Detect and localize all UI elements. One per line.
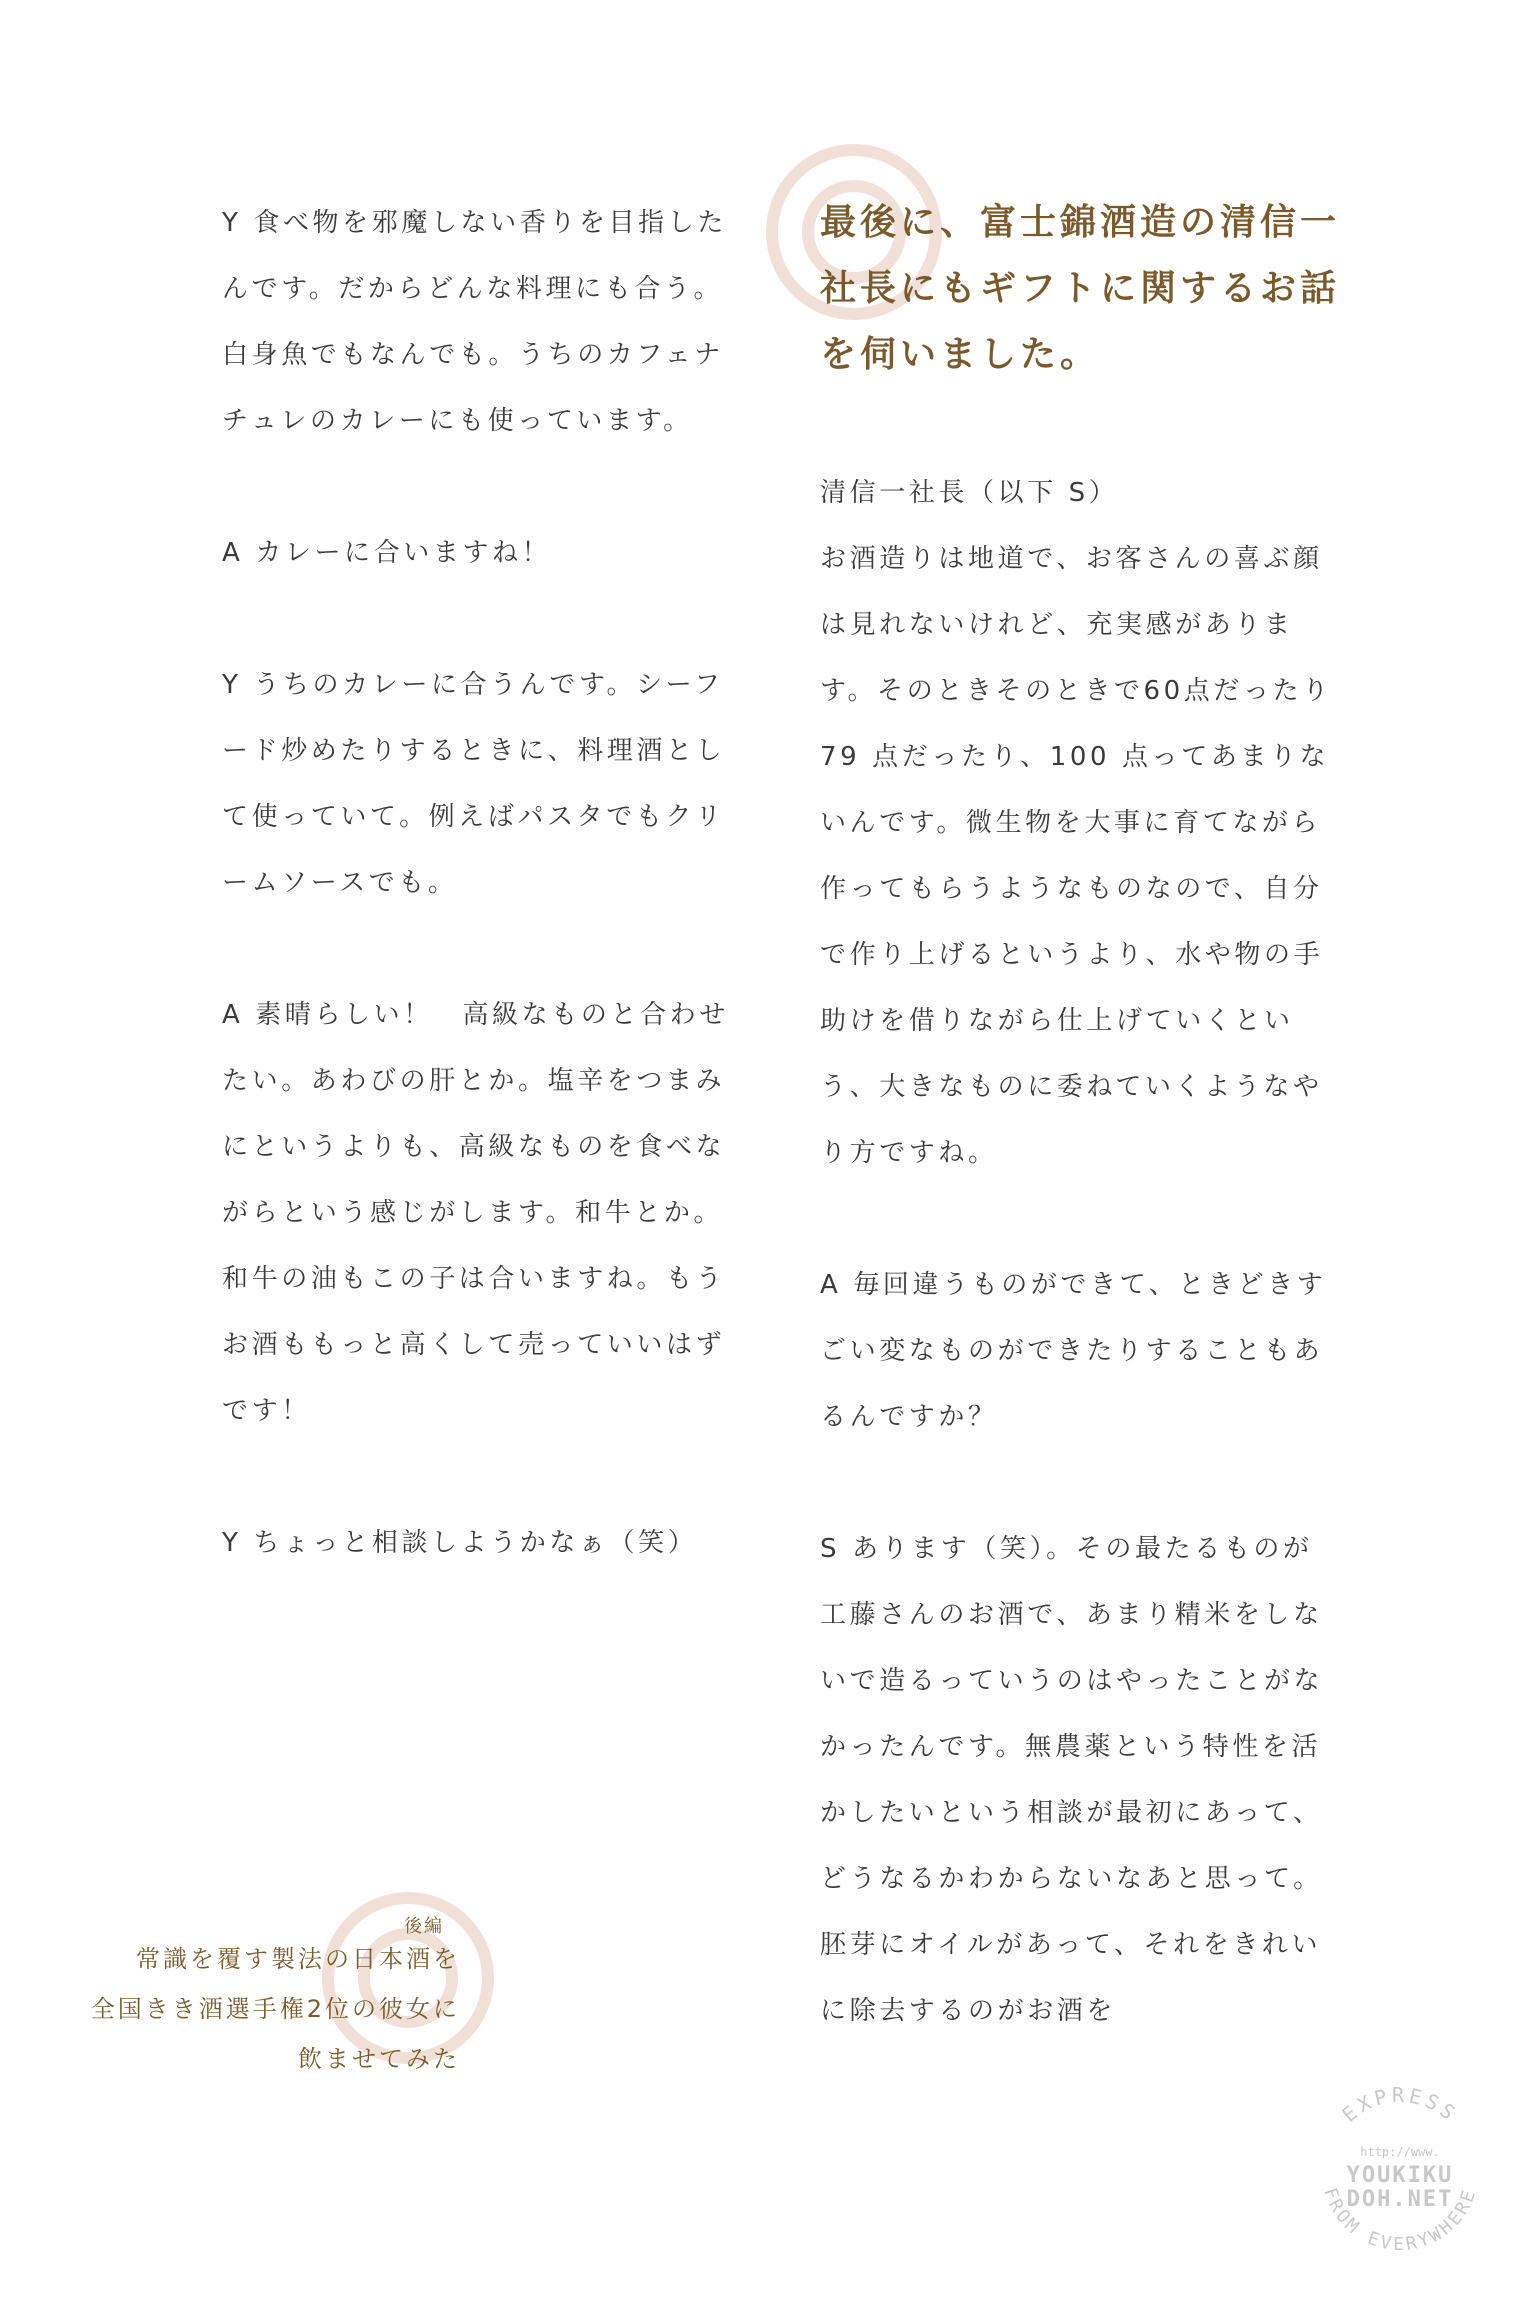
footer-subtitle: 後編 bbox=[404, 1916, 444, 1937]
right-paragraph-3: S あります（笑）。その最たるものが工藤さんのお酒で、あまり精米をしないで造るっていうのはやったことがなかったんです。無農薬という特性を活かしたいという相談が最初にあって、どうなるかわからないなあと思って。胚芽にオイルがあって、それをきれいに除去するのがお酒を bbox=[820, 1534, 1324, 2026]
footer-title[interactable] bbox=[20, 1934, 460, 2084]
right-paragraph-2: A 毎回違うものができて、ときどきすごい変なものができたりすることもあるんですか？ bbox=[820, 1270, 1327, 1432]
stamp-url-line-1: http://www. bbox=[1360, 2145, 1440, 2159]
left-column bbox=[222, 190, 742, 1576]
stamp-bottom-text: FROM EVERYWHERE bbox=[1319, 2185, 1481, 2255]
stamp-url-line-3: DOH.NET bbox=[1346, 2187, 1454, 2212]
left-paragraph-4: A 素晴らしい！ 高級なものと合わせたい。あわびの肝とか。塩辛をつまみにというよりも、高級なものを食べながらという感じがします。和牛とか。和牛の油もこの子は合いますね。もうお酒ももっと高くして売っていいはずです！ bbox=[222, 1000, 729, 1426]
stamp-top-text: EXPRESS bbox=[1337, 2083, 1463, 2127]
footer-title-line-2: 全国きき酒選手権2位の彼女に bbox=[90, 1995, 460, 2023]
speaker-label: 清信一社長（以下 S） bbox=[820, 478, 1119, 508]
right-column bbox=[820, 190, 1340, 2044]
left-paragraph-2: A カレーに合いますね！ bbox=[222, 538, 552, 568]
svg-text:EXPRESS bbox=[1337, 2083, 1462, 2127]
footer-title-line-3: 飲ませてみた bbox=[298, 2045, 460, 2073]
site-stamp-logo bbox=[1300, 2072, 1500, 2272]
section-heading: 最後に、富士錦酒造の清信一社長にもギフトに関するお話を伺いました。 bbox=[820, 202, 1341, 375]
footer-title-line-1: 常識を覆す製法の日本酒を bbox=[136, 1945, 460, 1973]
left-paragraph-3: Y うちのカレーに合うんです。シーフード炒めたりするときに、料理酒として使っていて。例えばパスタでもクリームソースでも。 bbox=[222, 670, 726, 898]
left-paragraph-1: Y 食べ物を邪魔しない香りを目指したんです。だからどんな料理にも合う。白身魚でもなんでも。うちのカフェナチュレのカレーにも使っています。 bbox=[222, 208, 727, 436]
left-paragraph-5: Y ちょっと相談しようかなぁ（笑） bbox=[222, 1528, 698, 1558]
stamp-url-line-2: YOUKIKU bbox=[1346, 2163, 1454, 2188]
right-paragraph-1: お酒造りは地道で、お客さんの喜ぶ顔は見れないけれど、充実感があります。そのときそのときで60点だったり 79 点だったり、100 点ってあまりないんです。微生物を大事に育てながら作ってもらうようなものなので、自分で作り上げるというより、水や物の手助けを借りながら仕上げていくという、大きなものに委ねていくようなやり方ですね。 bbox=[820, 544, 1332, 1168]
